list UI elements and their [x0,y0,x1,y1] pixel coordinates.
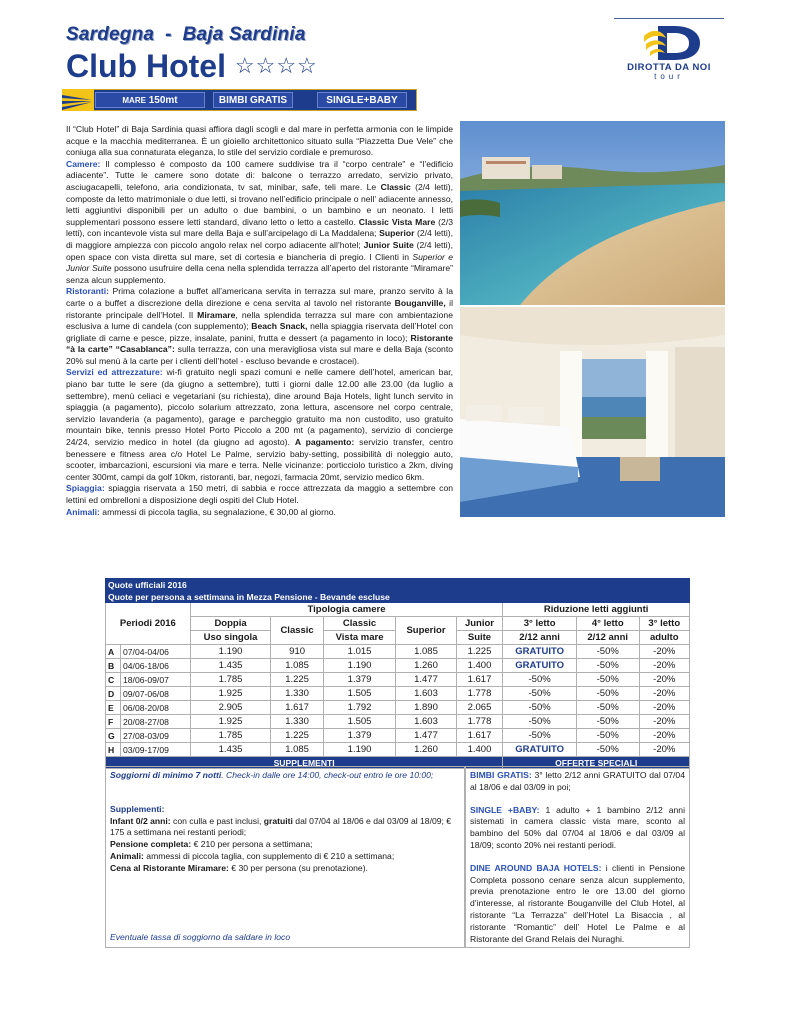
room-photo [460,307,725,517]
price-cell: 2.905 [190,701,271,715]
tag-bimbi-gratis: BIMBI GRATIS [213,92,293,108]
tag-single-baby: SINGLE+BABY [317,92,407,108]
price-cell: 1.225 [271,673,323,687]
price-cell: 1.890 [396,701,456,715]
price-cell: 1.477 [396,729,456,743]
stay-conditions: Soggiorni di minimo 7 notti. Check-in dalle ore 14:00, check-out entro le ore 10:00; [110,770,434,780]
period-code: F [106,715,121,729]
price-cell: 1.785 [190,729,271,743]
price-cell: -50% [576,729,639,743]
classic-vista-header: Classic [323,617,395,631]
price-cell: 1.015 [323,645,395,659]
price-cell: -50% [576,743,639,757]
price-cell: 1.505 [323,715,395,729]
price-cell: 1.435 [190,659,271,673]
price-cell: 1.785 [190,673,271,687]
logo-mark-icon [640,22,702,62]
period-code: A [106,645,121,659]
price-cell: -20% [639,729,689,743]
price-cell: 1.778 [456,715,503,729]
price-cell: 1.617 [456,729,503,743]
price-cell: 1.792 [323,701,395,715]
tipologia-header: Tipologia camere [190,603,503,617]
quarto-letto-header: 4° letto [576,617,639,631]
price-cell: GRATUITO [503,645,577,659]
table-row [106,659,690,673]
period-dates: 20/08-27/08 [121,715,191,729]
quarto-eta-header: 2/12 anni [576,631,639,645]
ristoranti-paragraph: Ristoranti: Prima colazione a buffet all’americana servita in terrazza sul mare, pranzo servito à la carte o a buffet a discrezione della direzione e cena servita al tavolo nel ristorante Bouganville, il ristorante principale dell’Hotel. Il Miramare, nella splendida terrazza sul mare con ambientazione esclusiva a lume di candela (con supplemento); Beach Snack, nella spiaggia riservata dell’Hotel con grigliate di carne e pesce, pizze, insalate, panini, frutta e dessert (a pagamento in loco); Ristorante “à la carte” “Casablanca”: sulla terrazza, con una meravigliosa vista sul mare e della Baja (sconto 20% sul menù à la carte per i clienti dell’hotel - escluso bevande e crostacei). [66,286,453,366]
sun-icon [62,89,94,111]
feature-tag-bar [62,89,417,111]
supplementi-band: SUPPLEMENTI [106,757,503,769]
logo-sub-text: tour [654,72,684,81]
riduzione-header: Riduzione letti aggiunti [503,603,690,617]
price-cell: -50% [576,673,639,687]
price-cell: 1.225 [271,729,323,743]
price-table [105,578,690,769]
price-cell: -50% [576,687,639,701]
region-title: Sardegna - Baja Sardinia [66,24,306,45]
period-dates: 09/07-06/08 [121,687,191,701]
period-dates: 27/08-03/09 [121,729,191,743]
table-row [106,673,690,687]
table-row [106,701,690,715]
offerte-band: OFFERTE SPECIALI [503,757,690,769]
vista-mare-header: Vista mare [323,631,395,645]
price-cell: 1.925 [190,715,271,729]
price-cell: 1.190 [323,659,395,673]
tassa-note: Eventuale tassa di soggiorno da saldare in loco [110,932,291,943]
price-cell: GRATUITO [503,659,577,673]
price-cell: 1.225 [456,645,503,659]
superior-header: Superior [396,617,456,645]
table-title-1: Quote ufficiali 2016 [106,579,690,591]
terzo-adulto-header: 3° letto [639,617,689,631]
classic-header: Classic [271,617,323,645]
offer-single: SINGLE +BABY: 1 adulto + 1 bambino 2/12 anni sistemati in camera classic vista mare, sconto al bambino del 50% dal 07/04 al 18/06 e dal 03/09 al 18/09; sconto 20% nei restanti periodi. [470,804,685,850]
period-code: D [106,687,121,701]
price-cell: 1.330 [271,687,323,701]
price-cell: -50% [503,729,577,743]
price-cell: -20% [639,645,689,659]
period-dates: 18/06-09/07 [121,673,191,687]
doppia-header: Doppia [190,617,271,631]
uso-singola-header: Uso singola [190,631,271,645]
price-cell: -20% [639,687,689,701]
price-cell: 1.260 [396,743,456,757]
logo-brand-text: DIROTTA DA NOI [627,62,711,73]
offer-bimbi: BIMBI GRATIS: 3° letto 2/12 anni GRATUITO dal 07/04 al 18/06 e dal 03/09 in poi; [470,770,685,792]
company-logo [612,18,726,81]
price-cell: 1.379 [323,673,395,687]
price-cell: 910 [271,645,323,659]
period-code: B [106,659,121,673]
price-cell: 1.603 [396,687,456,701]
period-code: E [106,701,121,715]
price-cell: -50% [576,715,639,729]
hotel-name: Club Hotel [66,48,226,84]
price-cell: 1.477 [396,673,456,687]
animali-supplement: Animali: ammessi di piccola taglia, con supplemento di € 210 a settimana; [110,850,395,861]
price-cell: 1.085 [396,645,456,659]
table-row [106,743,690,757]
price-cell: 1.505 [323,687,395,701]
animali-paragraph: Animali: ammessi di piccola taglia, su segnalazione, € 30,00 al giorno. [66,506,336,517]
price-cell: -20% [639,673,689,687]
price-cell: GRATUITO [503,743,577,757]
rating-stars: ☆☆☆☆ [234,53,318,78]
adulto-header: adulto [639,631,689,645]
price-cell: -20% [639,701,689,715]
price-cell: 1.435 [190,743,271,757]
price-cell: 1.260 [396,659,456,673]
cena-supplement: Cena al Ristorante Miramare: € 30 per persona (su prenotazione). [110,862,368,873]
price-cell: 1.400 [456,743,503,757]
supplements-title: Supplementi: [110,803,165,814]
price-cell: -50% [503,673,577,687]
price-cell: -50% [576,659,639,673]
price-cell: -20% [639,659,689,673]
period-dates: 04/06-18/06 [121,659,191,673]
tag-mare-label: MARE [122,96,146,105]
price-cell: 1.603 [396,715,456,729]
price-cell: 1.085 [271,743,323,757]
period-code: C [106,673,121,687]
terzo-eta-header: 2/12 anni [503,631,577,645]
period-dates: 03/09-17/09 [121,743,191,757]
period-code: H [106,743,121,757]
price-cell: 1.778 [456,687,503,701]
period-dates: 06/08-20/08 [121,701,191,715]
price-cell: -20% [639,715,689,729]
period-code: G [106,729,121,743]
pensione-supplement: Pensione completa: € 210 per persona a settimana; [110,839,313,850]
price-cell: 2.065 [456,701,503,715]
suite-header: Suite [456,631,503,645]
servizi-paragraph: Servizi ed attrezzature: wi-fi gratuito negli spazi comuni e nelle camere dell’hotel, american bar, piano bar tutte le sere (da giugno a settembre), tutti i giorni dalle 12.00 alle 23.00 (da luglio a settembre), menù celiaci e vegetariani (su richiesta), dine around Baja Hotels, light lunch servito in spiaggia (a pagamento), piccolo solarium attrezzato, zona lettura, ascensore nel corpo centrale, servizio lavanderia (a pagamento), garage e parcheggio gratuito ma non custodito, uso gratuito mountain bike, tennis presso Hotel Porto Piccolo a 200 mt (a pagamento), servizio di concierge 24/24, servizio medico in hotel (da giugno ad agosto). A pagamento: servizio transfer, centro benessere e fitness area c/o Hotel Le Palme, servizio baby-setting, possibilità di noleggio auto, scooter, imbarcazioni, escursioni via mare e terra. Nelle vicinanze: porticciolo turistico a 2km, diving center 300mt, campi da golf 10km, ristoranti, bar, negozi, farmacia 20mt, servizio medico 6km. [66,367,454,482]
table-row [106,715,690,729]
price-cell: 1.085 [271,659,323,673]
price-cell: -50% [576,701,639,715]
period-dates: 07/04-04/06 [121,645,191,659]
infant-supplement: Infant 0/2 anni: con culla e past inclusi, gratuiti dal 07/04 al 18/06 e dal 03/09 al 18/09; € 175 a settimana nei restanti periodi; [110,815,452,838]
price-cell: 1.330 [271,715,323,729]
junior-header: Junior [456,617,503,631]
price-cell: 1.379 [323,729,395,743]
tag-mare [95,92,205,108]
price-cell: 1.400 [456,659,503,673]
special-offers-panel [465,766,690,948]
camere-paragraph: Camere: Il complesso è composto da 100 camere suddivise tra il “corpo centrale” e “l’edificio adiacente”. Tutte le camere sono dotate di: balcone o terrazzo arredato, servizio privato, asciugacapelli, telefono, aria condizionata, tv sat, minibar, safe, teli mare. Le Classic (2/4 letti), composte da letto matrimoniale o due letti, si trovano nell’edificio principale o nell’ adiacente annesso, letti aggiuntivi disponibili per un adulto o due bambini, o un bambino e un neonato. I letti supplementari possono essere letti standard, divano letto o letto a castello. Classic Vista Mare (2/3 letti), con incantevole vista sul mare della Baja e sull’arcipelago di La Maddalena; Superior (2/4 letti), di maggiore ampiezza con piccolo angolo relax nel corpo adiacente all’hotel; Junior Suite (2/4 letti), open space con vista diretta sul mare, set di cortesia e biancheria di pregio. I Clienti in Superior e Junior Suite possono usufruire della cena nella splendida terrazza all’aperto del ristorante “Miramare” senza alcun supplemento. [66,158,453,285]
price-cell: -50% [576,645,639,659]
beach-photo [460,121,725,305]
table-row [106,729,690,743]
price-cell: -20% [639,743,689,757]
price-cell: -50% [503,701,577,715]
supplements-panel [105,766,465,948]
terzo-letto-header: 3° letto [503,617,577,631]
price-cell: 1.617 [456,673,503,687]
hotel-description [66,124,453,518]
tag-mare-value: 150mt [148,95,178,106]
price-cell: -50% [503,715,577,729]
hotel-title [66,48,318,85]
price-cell: 1.190 [190,645,271,659]
price-cell: 1.190 [323,743,395,757]
table-row [106,645,690,659]
offer-dine-around: DINE AROUND BAJA HOTELS: i clienti in Pensione Completa possono cenare senza alcun supplemento, previa prenotazione entro le ore 13.00 del giorno d’interesse, al ristorante Bouganville del Club Hotel, al ristorante “La Terrazza” dell’Hotel La Bisaccia , al ristorante “Romantic” dell’ Hotel Le Palme e al Ristorante del Grand Relais dei Nuraghi. [470,862,685,944]
table-title-2: Quote per persona a settimana in Mezza Pensione - Bevande escluse [106,591,690,603]
periodi-header: Periodi 2016 [106,603,191,645]
price-cell: 1.925 [190,687,271,701]
price-cell: -50% [503,687,577,701]
intro-paragraph: Il “Club Hotel” di Baja Sardinia quasi affiora dagli scogli e dal mare in perfetta armonia con le limpide acque e la macchia mediterranea. È un gioiello architettonico situato sulla “Piazzetta Due Vele” che coniuga alla sua connaturata eleganza, lo stile del servizio cordiale e premuroso. [66,124,453,158]
table-row [106,687,690,701]
price-cell: 1.617 [271,701,323,715]
spiaggia-paragraph: Spiaggia: spiaggia riservata a 150 metri, di sabbia e rocce attrezzata da maggio a settembre con lettini ed ombrelloni a disposizione degli ospiti del Club Hotel. [66,483,453,505]
